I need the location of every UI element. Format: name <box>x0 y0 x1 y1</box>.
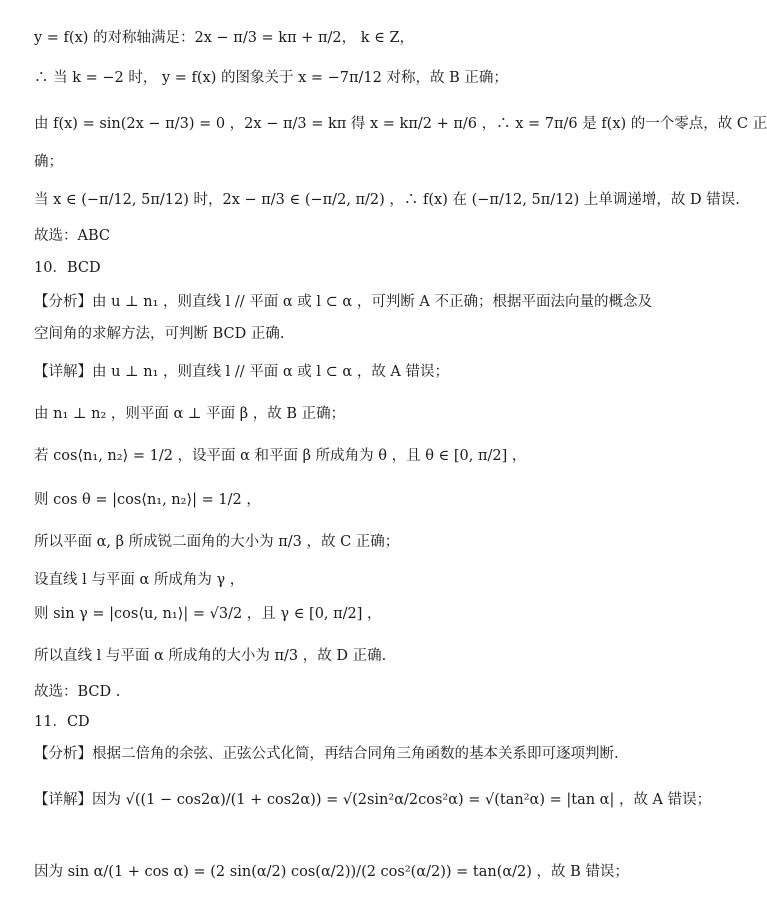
text-line-5: 当 x ∈ (−π/12, 5π/12) 时，2x − π/3 ∈ (−π/2, π/2) ，∴ f(x) 在 (−π/12, 5π/12) 上单调递增，故 D 错误. <box>34 192 740 208</box>
text-line-3: 由 f(x) = sin(2x − π/3) = 0 ，2x − π/3 = kπ 得 x = kπ/2 + π/6 ，∴ x = 7π/6 是 f(x) 的一个零点，故 C 正 <box>34 116 767 132</box>
detail-line-8: 所以直线 l 与平面 α 所成角的大小为 π/3 ，故 D 正确. <box>34 648 387 664</box>
analysis-line-2: 空间角的求解方法，可判断 BCD 正确. <box>34 326 285 342</box>
detail-line-5: 所以平面 α, β 所成锐二面角的大小为 π/3 ，故 C 正确； <box>34 534 400 550</box>
detail-line-3: 若 cos⟨n₁, n₂⟩ = 1/2 ，设平面 α 和平面 β 所成角为 θ ，且 θ ∈ [0, π/2] ， <box>34 448 527 464</box>
question-number-11: 11．CD <box>34 714 90 730</box>
analysis-11: 【分析】根据二倍角的余弦、正弦公式化简，再结合同角三角函数的基本关系即可逐项判断. <box>34 746 619 762</box>
detail-line-4: 则 cos θ = |cos⟨n₁, n₂⟩| = 1/2 ， <box>34 492 261 508</box>
detail-line-6: 设直线 l 与平面 α 所成角为 γ ， <box>34 572 245 588</box>
text-line-1: y = f(x) 的对称轴满足：2x − π/3 = kπ + π/2， k ∈ Z， <box>34 30 415 46</box>
detail-line-7: 则 sin γ = |cos⟨u, n₁⟩| = √3/2 ，且 γ ∈ [0, π/2] ， <box>34 606 382 622</box>
question-number-10: 10．BCD <box>34 260 101 276</box>
detail-11-line-1: 【详解】因为 √((1 − cos2α)/(1 + cos2α)) = √(2sin²α/2cos²α) = √(tan²α) = |tan α| ，故 A 错误； <box>34 792 712 808</box>
answer-10: 故选：BCD . <box>34 684 121 700</box>
text-line-4: 确； <box>34 154 63 170</box>
detail-line-1: 【详解】由 u ⊥ n₁ ，则直线 l // 平面 α 或 l ⊂ α ，故 A 错误； <box>34 364 450 380</box>
text-line-2: ∴ 当 k = −2 时， y = f(x) 的图象关于 x = −7π/12 对称，故 B 正确； <box>34 70 508 86</box>
detail-11-line-2: 因为 sin α/(1 + cos α) = (2 sin(α/2) cos(α/2))/(2 cos²(α/2)) = tan(α/2) ，故 B 错误； <box>34 864 629 880</box>
analysis-line-1: 【分析】由 u ⊥ n₁ ，则直线 l // 平面 α 或 l ⊂ α ，可判断 A 不正确；根据平面法向量的概念及 <box>34 294 653 310</box>
detail-line-2: 由 n₁ ⊥ n₂ ，则平面 α ⊥ 平面 β ，故 B 正确； <box>34 406 346 422</box>
text-line-6: 故选：ABC <box>34 228 110 244</box>
